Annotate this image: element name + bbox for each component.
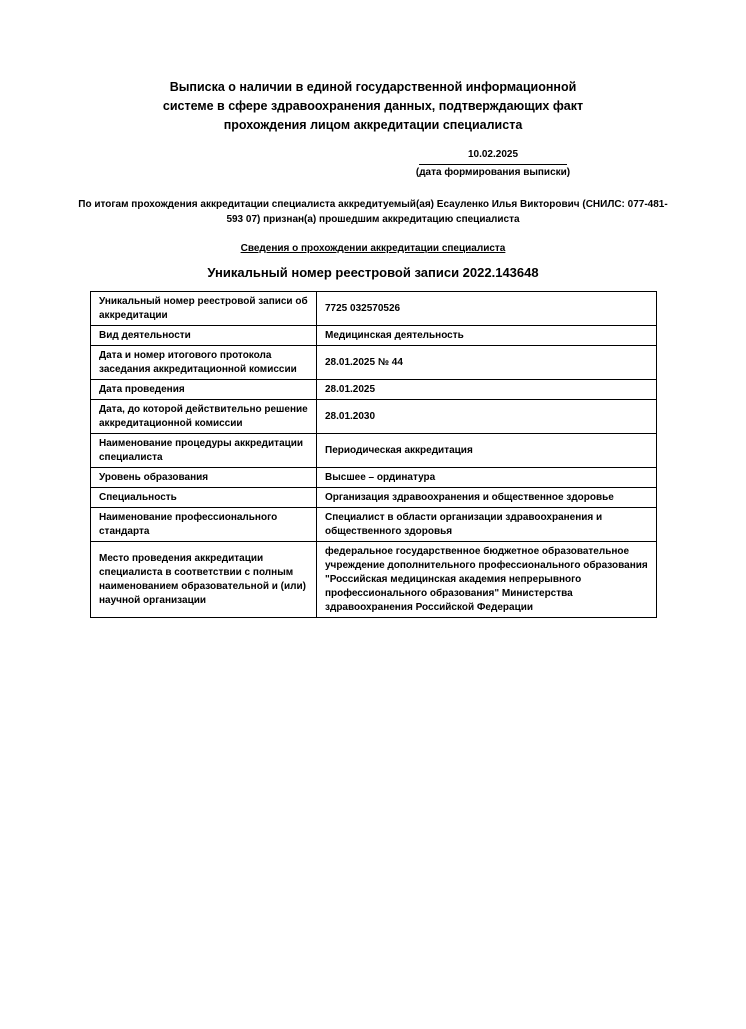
document-title [0,0,746,135]
row-value: Медицинская деятельность [317,326,657,346]
document-title-line: прохождения лицом аккредитации специалиста [223,118,523,132]
intro-paragraph-line: 593 07) признан(а) прошедшим аккредитацию специалиста [226,214,520,225]
row-label: Дата, до которой действительно решение аккредитационной комиссии [91,400,317,434]
table-row [91,542,657,618]
extract-date-block [408,149,578,179]
accreditation-table-body [91,292,657,618]
extract-date: 10.02.2025 [419,149,567,165]
row-value: 28.01.2025 № 44 [317,346,657,380]
row-label: Специальность [91,488,317,508]
intro-paragraph [0,197,746,227]
accreditation-table [90,291,657,618]
document-title-line: системе в сфере здравоохранения данных, подтверждающих факт [162,99,584,113]
intro-paragraph-line: По итогам прохождения аккредитации специалиста аккредитуемый(ая) Есауленко Илья Викторович (СНИЛС: 077-481- [78,199,668,210]
row-value: Высшее – ординатура [317,468,657,488]
table-row [91,468,657,488]
row-label: Уникальный номер реестровой записи об аккредитации [91,292,317,326]
row-label: Уровень образования [91,468,317,488]
table-row [91,434,657,468]
table-row [91,400,657,434]
extract-date-caption: (дата формирования выписки) [415,167,571,178]
row-value: 28.01.2025 [317,380,657,400]
row-value: Организация здравоохранения и общественное здоровье [317,488,657,508]
row-label: Дата и номер итогового протокола заседания аккредитационной комиссии [91,346,317,380]
table-row [91,508,657,542]
row-label: Вид деятельности [91,326,317,346]
row-value: 7725 032570526 [317,292,657,326]
table-row [91,326,657,346]
row-value: федеральное государственное бюджетное образовательное учреждение дополнительного профессионального образования "Российская медицинская академия непрерывного профессионального образования" Министерства здравоохранения Российской Федерации [317,542,657,618]
table-row [91,488,657,508]
table-row [91,380,657,400]
table-row [91,346,657,380]
row-value: Специалист в области организации здравоохранения и общественного здоровья [317,508,657,542]
row-label: Дата проведения [91,380,317,400]
row-value: Периодическая аккредитация [317,434,657,468]
section-heading: Сведения о прохождении аккредитации специалиста [240,243,506,254]
table-row [91,292,657,326]
row-label: Место проведения аккредитации специалиста в соответствии с полным наименованием образовательной и (или) научной организации [91,542,317,618]
row-label: Наименование процедуры аккредитации специалиста [91,434,317,468]
document-title-line: Выписка о наличии в единой государственной информационной [169,80,577,94]
row-label: Наименование профессионального стандарта [91,508,317,542]
row-value: 28.01.2030 [317,400,657,434]
registry-number-heading: Уникальный номер реестровой записи 2022.143648 [207,265,539,280]
